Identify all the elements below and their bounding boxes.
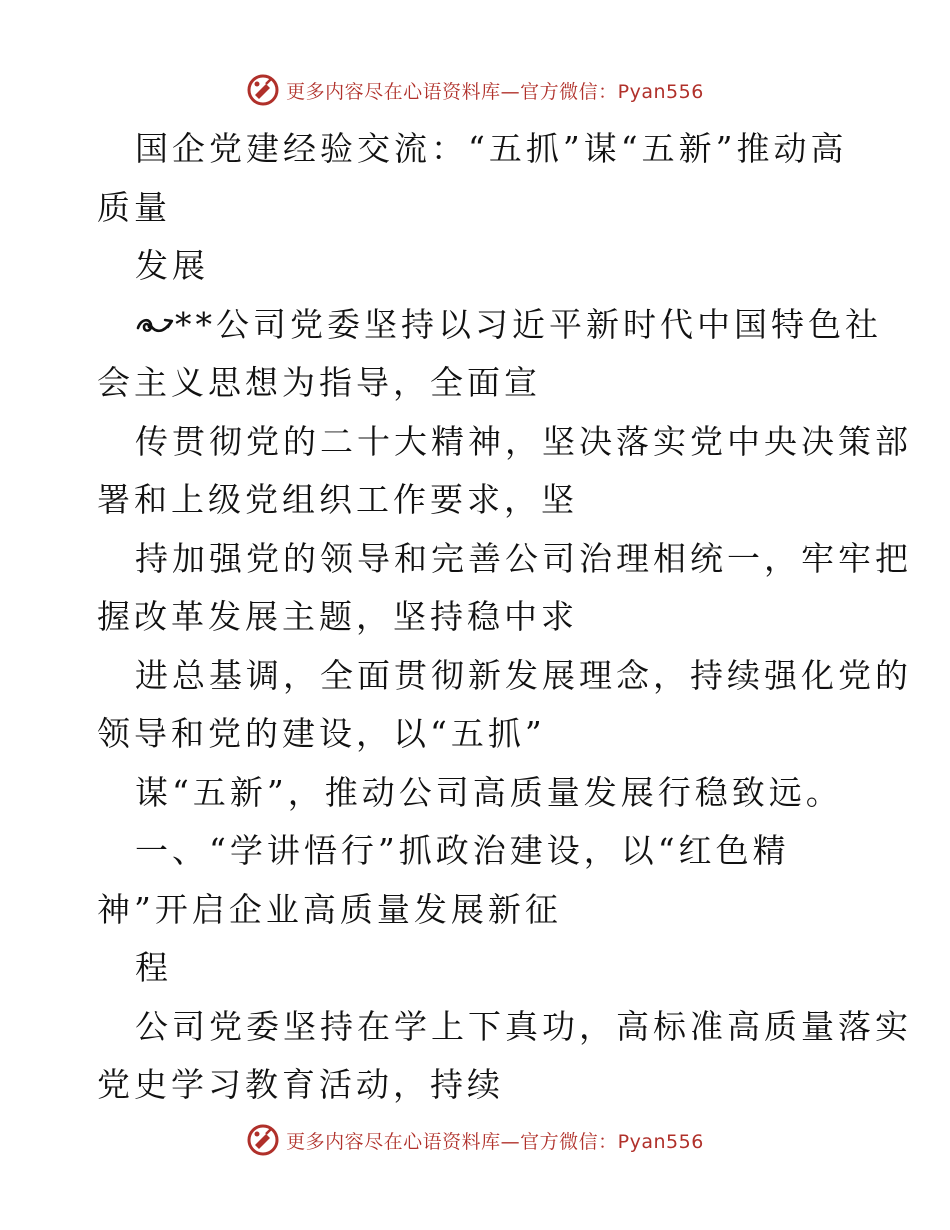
paragraph-line: 领导和党的建设，以“五抓”: [97, 714, 546, 753]
title-line-3: 发展: [135, 246, 209, 285]
paragraph-line: 进总基调，全面贯彻新发展理念，持续强化党的: [135, 655, 912, 695]
paragraph-line: [97, 296, 882, 355]
paragraph-line: 握改革发展主题，坚持稳中求: [97, 597, 578, 636]
paragraph-line: 传贯彻党的二十大精神，坚决落实党中央决策部: [135, 421, 912, 461]
header-banner: [0, 70, 950, 110]
section-heading-line: 神”开启企业高质量发展新征: [97, 889, 562, 929]
section-heading-line: 一、“学讲悟行”抓政治建设，以“红色精: [135, 831, 790, 870]
paragraph-line: 党史学习教育活动，持续: [97, 1065, 504, 1104]
footer-banner-text: 更多内容尽在心语资料库—官方微信：Pyan556: [286, 1130, 704, 1153]
footer-banner: [0, 1120, 950, 1160]
section-heading-line: 程: [135, 948, 172, 987]
paragraph-line: 署和上级党组织工作要求，坚: [97, 480, 578, 519]
paragraph-line: 公司党委坚持在学上下真功，高标准高质量落实: [135, 1006, 912, 1046]
paragraph-line: 谋“五新”，推动公司高质量发展行稳致远。: [135, 772, 843, 812]
red-seal-logo-icon: [246, 1123, 280, 1157]
red-seal-logo-icon: [246, 73, 280, 107]
decorative-swirl-icon: [135, 312, 175, 340]
paragraph-text: **公司党委坚持以习近平新时代中国特色社: [175, 304, 882, 344]
title-line-1: 国企党建经验交流：“五抓”谋“五新”推动高: [135, 129, 848, 168]
header-banner-text: 更多内容尽在心语资料库—官方微信：Pyan556: [286, 80, 704, 103]
paragraph-line: 持加强党的领导和完善公司治理相统一，牢牢把: [135, 538, 912, 578]
paragraph-line: 会主义思想为指导，全面宣: [97, 363, 541, 402]
title-line-2: 质量: [97, 187, 171, 227]
document-body: [97, 120, 912, 1115]
